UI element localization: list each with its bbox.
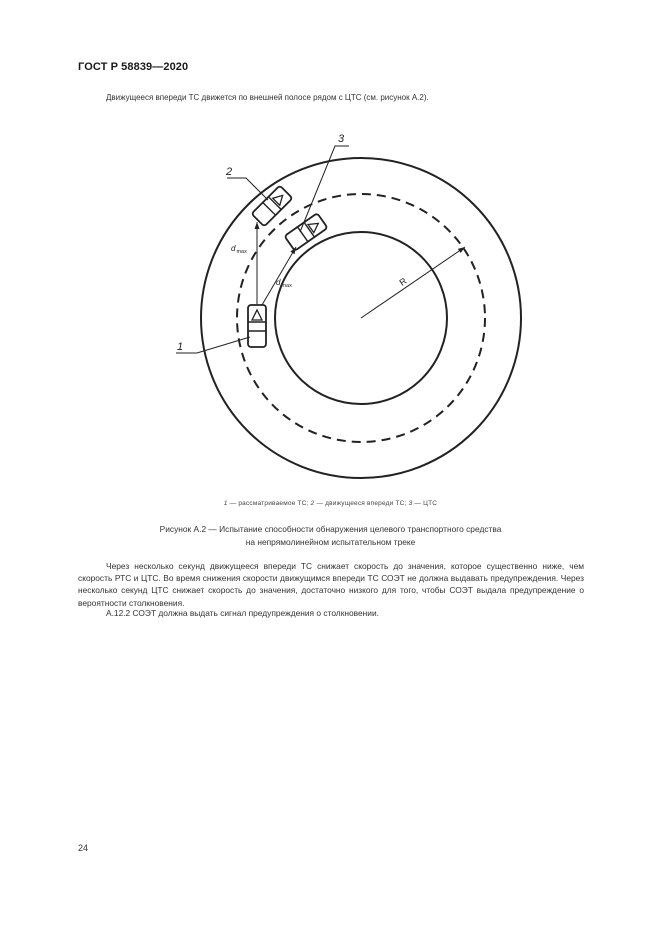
- paragraph-1: Через несколько секунд движущееся впереди ТС снижает скорость до значения, которое существенно ниже, чем скорость РТС и ЦТС. Во время снижения скорости движущимся впереди ТС СОЭТ не должна выдавать предупреждения. Через несколько секунд ЦТС снижает скорость до значения, достаточно низкого для того, чтобы СОЭТ выдала предупреждение о вероятности столкновения.: [78, 561, 584, 608]
- leader-line-2: [227, 178, 268, 200]
- callout-1: 1: [177, 341, 184, 353]
- vehicle-3: [284, 213, 327, 251]
- radius-arrow: [361, 247, 465, 318]
- page-number: 24: [78, 843, 89, 853]
- dmax-label-1: $d_{max}$: [231, 244, 247, 255]
- callout-3: 3: [338, 133, 345, 145]
- intro-text: Движущееся впереди ТС движется по внешней полосе рядом с ЦТС (см. рисунок А.2).: [106, 93, 429, 102]
- paragraph-2: А.12.2 СОЭТ должна выдать сигнал предупреждения о столкновении.: [106, 608, 379, 618]
- dmax-arrow-diagonal: [262, 247, 296, 305]
- figure-legend: 1 — рассматриваемое ТС; 2 — движущееся впереди ТС; 3 — ЦТС: [223, 500, 438, 507]
- document-header: ГОСТ Р 58839—2020: [78, 61, 189, 73]
- dmax-label-2: $d_{max}$: [276, 278, 292, 289]
- radius-label: R: [397, 275, 409, 288]
- figure-caption-line-1: Рисунок А.2 — Испытание способности обнаружения целевого транспортного средства: [159, 524, 502, 534]
- figure-caption-line-2: на непрямолинейном испытательном треке: [245, 537, 416, 547]
- figure-caption: [0, 523, 661, 549]
- vehicle-2: [251, 185, 292, 226]
- vehicle-1: [248, 305, 266, 347]
- callout-2: 2: [226, 166, 233, 178]
